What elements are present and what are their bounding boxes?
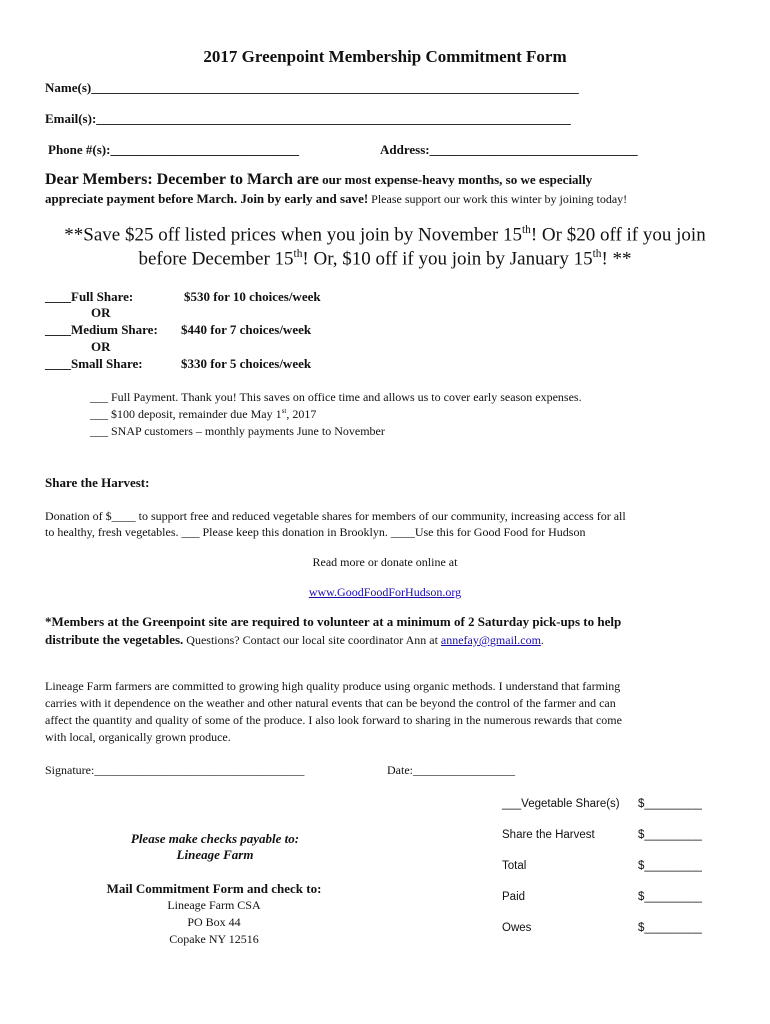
name-field[interactable] <box>45 80 579 96</box>
share-full-label[interactable]: ____Full Share: <box>45 289 134 304</box>
address-label: Address: <box>380 142 430 157</box>
coordinator-email-link[interactable]: annefay@gmail.com <box>440 633 541 647</box>
total-row-label: Total <box>502 860 527 872</box>
save-text-2c: ! ** <box>601 248 632 270</box>
deposit-sup: st <box>281 407 287 415</box>
harvest-line-2[interactable]: to healthy, fresh vegetables. ___ Please keep this donation in Brooklyn. ____Use this for Good Food for Hudson <box>45 525 586 539</box>
email-line: _________________________________________________________________________ <box>96 111 571 126</box>
payment-deposit[interactable] <box>90 407 316 422</box>
total-row-value[interactable]: $_________ <box>638 829 702 841</box>
mail-address-line: Copake NY 12516 <box>169 932 259 946</box>
checks-payable-label: Please make checks payable to: <box>130 831 300 846</box>
phone-label: Phone #(s): <box>48 142 111 157</box>
total-row-value[interactable]: $_________ <box>638 891 702 903</box>
volunteer-plain: Questions? Contact our local site coordinator Ann at <box>183 633 441 647</box>
total-row-label[interactable]: ___Vegetable Share(s) <box>502 798 620 810</box>
total-row-label: Paid <box>502 891 526 903</box>
signature-field[interactable]: Signature:___________________________________ <box>45 763 305 777</box>
mail-address-line: PO Box 44 <box>187 915 241 929</box>
commitment-line: affect the quantity and quality of some of the produce. I also look forward to sharing in the numerous rewards that come <box>45 713 622 727</box>
share-medium-price: $440 for 7 choices/week <box>181 322 312 337</box>
phone-field[interactable] <box>48 142 299 158</box>
payment-full[interactable]: ___ Full Payment. Thank you! This saves on office time and allows us to cover early season expenses. <box>90 390 582 404</box>
save-line-2 <box>0 248 770 270</box>
save-sup-2b: th <box>592 248 602 260</box>
intro-rest: our most expense-heavy months, so we especially <box>318 172 593 187</box>
intro-early-save: appreciate payment before March. Join by early and save! <box>45 191 369 206</box>
share-full-price: $530 for 10 choices/week <box>184 289 321 304</box>
volunteer-period: . <box>540 633 544 647</box>
total-row-label: Share the Harvest <box>502 829 595 841</box>
total-row-label: Owes <box>502 922 532 934</box>
read-more-text: Read more or donate online at <box>312 555 458 569</box>
intro-support: Please support our work this winter by joining today! <box>368 192 628 206</box>
share-medium-label[interactable]: ____Medium Share: <box>45 322 158 337</box>
or-text: OR <box>91 305 111 320</box>
harvest-heading: Share the Harvest: <box>45 475 150 490</box>
commitment-line: Lineage Farm farmers are committed to growing high quality produce using organic methods. I understand that farming <box>45 679 621 693</box>
deposit-text: ___ $100 deposit, remainder due May 1 <box>90 407 282 421</box>
harvest-line-1[interactable]: Donation of $____ to support free and reduced vegetable shares for members of our community, increasing access for all <box>45 509 626 523</box>
total-row-value[interactable]: $_________ <box>638 922 702 934</box>
page-title: 2017 Greenpoint Membership Commitment Form <box>203 47 567 66</box>
intro-line-2 <box>45 190 627 208</box>
commitment-line: with local, organically grown produce. <box>45 730 231 744</box>
harvest-url-row <box>0 585 770 600</box>
save-text-1b: ! Or $20 off if you join <box>530 224 706 246</box>
name-label: Name(s) <box>45 80 92 95</box>
harvest-link[interactable]: www.GoodFoodForHudson.org <box>308 585 462 599</box>
name-line: ___________________________________________________________________________ <box>91 80 579 95</box>
intro-line-1 <box>45 171 592 189</box>
intro-lead: Dear Members: December to March are <box>45 171 319 188</box>
mail-form-label: Mail Commitment Form and check to: <box>106 881 322 896</box>
address-line: ________________________________ <box>429 142 638 157</box>
share-small-label[interactable]: ____Small Share: <box>45 356 143 371</box>
volunteer-line-2 <box>45 631 544 649</box>
volunteer-bold: distribute the vegetables. <box>45 632 184 647</box>
save-sup-2a: th <box>293 248 303 260</box>
phone-line: _____________________________ <box>110 142 299 157</box>
email-label: Email(s): <box>45 111 97 126</box>
total-row-value[interactable]: $_________ <box>638 798 702 810</box>
deposit-year: , 2017 <box>286 407 317 421</box>
or-text: OR <box>91 339 111 354</box>
email-field[interactable] <box>45 111 571 127</box>
save-text-2a: before December 15 <box>138 248 294 270</box>
date-field[interactable]: Date:_________________ <box>387 763 515 777</box>
share-small-price: $330 for 5 choices/week <box>181 356 312 371</box>
save-sup-1: th <box>521 224 531 236</box>
save-line-1 <box>0 224 770 246</box>
save-text-1a: **Save $25 off listed prices when you join by November 15 <box>64 224 522 246</box>
total-row-value[interactable]: $_________ <box>638 860 702 872</box>
mail-address-line: Lineage Farm CSA <box>167 898 261 912</box>
save-text-2b: ! Or, $10 off if you join by January 15 <box>302 248 593 270</box>
checks-payee: Lineage Farm <box>176 847 254 862</box>
address-field[interactable] <box>380 142 638 158</box>
volunteer-line-1: *Members at the Greenpoint site are required to volunteer at a minimum of 2 Saturday pick-ups to help <box>45 614 622 629</box>
payment-snap[interactable]: ___ SNAP customers – monthly payments June to November <box>90 424 385 438</box>
commitment-line: carries with it dependence on the weather and other natural events that can be beyond the control of the farmer and can <box>45 696 616 710</box>
